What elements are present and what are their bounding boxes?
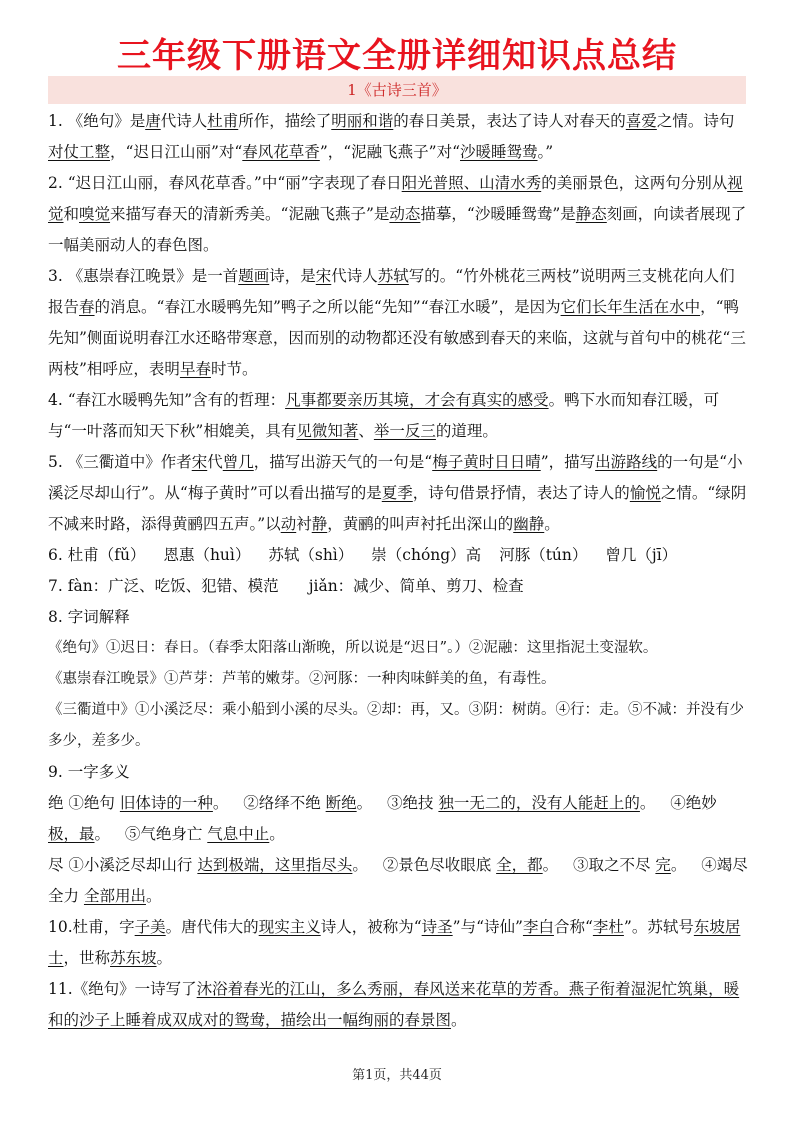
item-9-jue: 绝 ①绝句 旧体诗的一种。 ②络绎不绝 断绝。 ③绝技 独一无二的，没有人能赶上的。 ④绝妙 极，最。 ⑤气绝身亡 气息中止。 [48, 794, 717, 843]
item-4: 4. “春江水暖鸭先知”含有的哲理：凡事都要亲历其境，才会有真实的感受。鸭下水而知春江暖，可与“一叶落而知天下秋”相媲美，具有见微知著、举一反三的道理。 [48, 391, 720, 440]
item-5: 5. 《三衢道中》作者宋代曾几，描写出游天气的一句是“梅子黄时日日晴”，描写出游路线的一句是“小溪泛尽却山行”。从“梅子黄时”可以看出描写的是夏季，诗句借景抒情，表达了诗人的愉悦之情。“绿阴不减来时路，添得黄鹂四五声。”以动衬静，黄鹂的叫声衬托出深山的幽静。 [48, 453, 747, 533]
section-heading: 1《古诗三首》 [48, 76, 746, 104]
item-3: 3. 《惠崇春江晚景》是一首题画诗，是宋代诗人苏轼写的。“竹外桃花三两枝”说明两三支桃花向人们报告春的消息。“春江水暖鸭先知”鸭子之所以能“先知”“春江水暖”，是因为它们长年生活在水中，“鸭先知”侧面说明春江水还略带寒意，因而别的动物都还没有敏感到春天的来临，这就与首句中的桃花“三两枝”相呼应，表明早春时节。 [48, 267, 746, 378]
item-11: 11.《绝句》一诗写了沐浴着春光的江山，多么秀丽，春风送来花草的芳香。燕子衔着湿泥忙筑巢，暖和的沙子上睡着成双成对的鸳鸯，描绘出一幅绚丽的春景图。 [48, 980, 740, 1029]
item-6: 6. 杜甫（fǔ） 恩惠（huì） 苏轼（shì） 崇（chóng）高 河豚（tún） 曾几（jī） [48, 546, 678, 564]
content-body [48, 106, 748, 1036]
item-7: 7. fàn：广泛、吃饭、犯错、模范 jiǎn：减少、简单、剪刀、检查 [48, 577, 524, 595]
page-footer: 第1页，共44页 [352, 1068, 442, 1083]
page-title: 三年级下册语文全册详细知识点总结 [117, 36, 677, 76]
item-8-line: 《绝句》①迟日：春日。（春季太阳落山渐晚，所以说是“迟日”。）②泥融：这里指泥土变湿软。 [48, 640, 658, 656]
item-1: 1. 《绝句》是唐代诗人杜甫所作，描绘了明丽和谐的春日美景，表达了诗人对春天的喜爱之情。诗句对仗工整，“迟日江山丽”对“春风花草香”，“泥融飞燕子”对“沙暖睡鸳鸯。” [48, 112, 735, 161]
item-8-line: 《惠崇春江晚景》①芦芽：芦苇的嫩芽。②河豚：一种肉味鲜美的鱼，有毒性。 [48, 671, 556, 687]
item-2: 2. “迟日江山丽，春风花草香。”中“丽”字表现了春日阳光普照、山清水秀的美丽景色，这两句分别从视觉和嗅觉来描写春天的清新秀美。“泥融飞燕子”是动态描摹，“沙暖睡鸳鸯”是静态刻画，向读者展现了一幅美丽动人的春色图。 [48, 174, 747, 254]
item-10: 10.杜甫，字子美。唐代伟大的现实主义诗人，被称为“诗圣”与“诗仙”李白合称“李杜”。苏轼号东坡居士，世称苏东坡。 [48, 918, 741, 967]
item-8-line: 《三衢道中》①小溪泛尽：乘小船到小溪的尽头。②却：再，又。③阴：树荫。④行：走。⑤不减：并没有少多少，差多少。 [48, 702, 744, 749]
item-8-heading: 8. 字词解释 [48, 608, 130, 626]
item-9-heading: 9. 一字多义 [48, 763, 130, 781]
item-9-jin: 尽 ①小溪泛尽却山行 达到极端，这里指尽头。 ②景色尽收眼底 全，都。 ③取之不尽 完。 ④竭尽全力 全部用出。 [48, 856, 748, 905]
